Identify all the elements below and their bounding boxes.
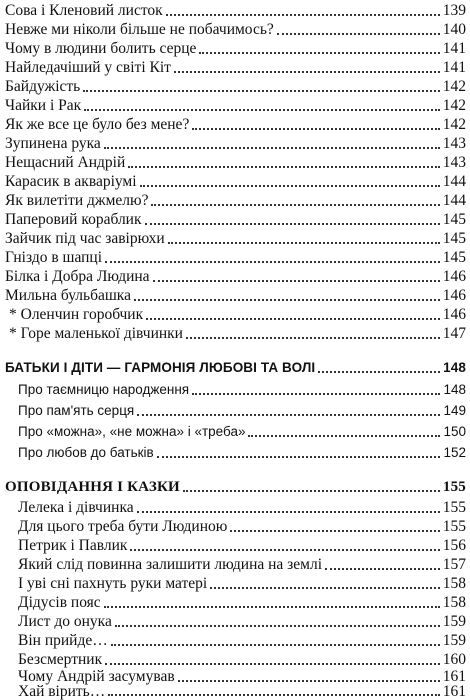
toc-entry-title: Чайки і Рак xyxy=(5,97,82,114)
toc-entry xyxy=(5,209,466,229)
toc-entry-page: 161 xyxy=(442,668,466,685)
toc-entry xyxy=(5,76,466,96)
toc-entry-title: Лелека і дівчинка xyxy=(18,499,134,516)
toc-leader-dots xyxy=(134,298,440,301)
toc-entry-title: Байдужість xyxy=(5,78,81,95)
toc-entry xyxy=(18,592,466,612)
toc-entry-title: Дідусів пояс xyxy=(18,594,101,611)
toc-entry xyxy=(18,379,466,399)
toc-entry-page: 143 xyxy=(442,154,466,171)
toc-section-page: 148 xyxy=(443,360,466,375)
toc-leader-dots xyxy=(104,146,440,149)
toc-entry-page: 142 xyxy=(442,78,466,95)
toc-leader-dots xyxy=(115,624,440,627)
toc-leader-dots xyxy=(137,510,440,513)
toc-entry-page: 159 xyxy=(442,613,466,630)
toc-leader-dots xyxy=(128,165,439,168)
toc-entry-page: 155 xyxy=(442,518,466,535)
toc-entry xyxy=(18,573,466,593)
toc-entry-page: 152 xyxy=(443,445,466,460)
toc-entry-page: 141 xyxy=(442,40,466,57)
toc-entry-title: Чому в людини болить серце xyxy=(5,40,197,57)
toc-entry xyxy=(18,682,466,700)
toc-entry-title: Чому Андрій засумував xyxy=(18,668,175,685)
toc-entry xyxy=(5,38,466,58)
toc-leader-dots xyxy=(166,13,440,16)
toc-entry-title: Як вилетіти джмелю? xyxy=(5,192,149,209)
toc-entry-page: 157 xyxy=(442,556,466,573)
toc-leader-dots xyxy=(105,260,440,263)
toc-entry-page: 148 xyxy=(443,382,466,397)
toc-entry xyxy=(9,323,466,343)
toc-leader-dots xyxy=(168,241,440,244)
toc-entry xyxy=(18,516,466,536)
toc-leader-dots xyxy=(146,317,440,320)
toc-entry-page: 147 xyxy=(442,325,466,342)
toc-entry-page: 141 xyxy=(442,59,466,76)
toc-entry xyxy=(5,190,466,210)
toc-section-title: ОПОВІДАННЯ І КАЗКИ xyxy=(5,479,180,495)
toc-entry xyxy=(18,630,466,650)
toc-section-title: БАТЬКИ І ДІТИ — ГАРМОНІЯ ЛЮБОВІ ТА ВОЛІ xyxy=(5,360,316,375)
toc-leader-dots xyxy=(318,370,440,373)
toc-entry xyxy=(5,57,466,77)
toc-entry xyxy=(18,442,466,462)
toc-entry xyxy=(5,228,466,248)
toc-entry-page: 144 xyxy=(442,192,466,209)
toc-entry-title: Про таємницю народження xyxy=(18,382,190,397)
toc-entry-page: 146 xyxy=(442,306,466,323)
toc-entry-title: Нещасний Андрій xyxy=(5,154,126,171)
toc-leader-dots xyxy=(199,51,439,54)
toc-entry-page: 146 xyxy=(442,268,466,285)
toc-entry-title: * Горе маленької дівчинки xyxy=(9,325,183,342)
toc-entry-page: 139 xyxy=(442,2,466,19)
toc-entry-page: 150 xyxy=(443,424,466,439)
toc-entry-title: * Оленчин горобчик xyxy=(9,306,144,323)
toc-leader-dots xyxy=(230,529,439,532)
toc-leader-dots xyxy=(104,605,440,608)
toc-entry-title: Гніздо в шапці xyxy=(5,249,103,266)
toc-entry xyxy=(5,95,466,115)
toc-entry-title: Зупинена рука xyxy=(5,135,101,152)
toc-entry-page: 140 xyxy=(442,21,466,38)
toc-entry-title: Для цього треба бути Людиною xyxy=(18,518,228,535)
toc-leader-dots xyxy=(108,693,439,696)
toc-entry xyxy=(18,497,466,517)
toc-entry xyxy=(5,171,466,191)
toc-entry xyxy=(5,0,466,20)
toc-entry xyxy=(5,114,466,134)
toc-leader-dots xyxy=(111,643,440,646)
toc-entry-title: Про любов до батьків xyxy=(18,445,154,460)
toc-leader-dots xyxy=(248,434,440,437)
toc-leader-dots xyxy=(140,184,440,187)
toc-entry xyxy=(18,400,466,420)
toc-section-heading xyxy=(5,357,466,377)
toc-leader-dots xyxy=(157,455,441,458)
toc-entry xyxy=(18,611,466,631)
toc-entry-title: Хай вірить… xyxy=(18,683,106,700)
toc-entry-title: Який слід повинна залишити людина на землі xyxy=(18,556,323,573)
toc-entry-title: Зайчик під час завірюхи xyxy=(5,230,165,247)
toc-leader-dots xyxy=(210,586,440,589)
toc-entry xyxy=(9,304,466,324)
toc-entry-page: 146 xyxy=(442,287,466,304)
toc-entry-title: Найледачіший у світі Кіт xyxy=(5,59,171,76)
toc-entry-page: 145 xyxy=(442,211,466,228)
toc-entry-title: Про пам'ять серця xyxy=(18,403,135,418)
toc-entry-title: Як же все це було без мене? xyxy=(5,116,190,133)
toc-entry-title: Петрик і Павлик xyxy=(18,537,128,554)
toc-entry xyxy=(18,421,466,441)
toc-leader-dots xyxy=(192,127,439,130)
toc-leader-dots xyxy=(105,662,440,665)
toc-entry-title: Безсмертник xyxy=(18,651,103,668)
toc-section-page: 155 xyxy=(442,479,466,495)
toc-entry-page: 149 xyxy=(443,403,466,418)
toc-entry-title: Карасик в акваріумі xyxy=(5,173,137,190)
toc-entry-title: Невже ми ніколи більше не побачимось? xyxy=(5,21,274,38)
toc-entry-title: Про «можна», «не можна» і «треба» xyxy=(18,424,246,439)
toc-leader-dots xyxy=(83,89,440,92)
toc-leader-dots xyxy=(192,392,440,395)
toc-entry-page: 155 xyxy=(442,499,466,516)
toc-entry-page: 144 xyxy=(442,173,466,190)
toc-entry xyxy=(5,152,466,172)
toc-leader-dots xyxy=(151,203,439,206)
toc-leader-dots xyxy=(130,548,439,551)
toc-entry xyxy=(5,19,466,39)
toc-entry-page: 145 xyxy=(442,249,466,266)
toc-leader-dots xyxy=(186,336,440,339)
toc-entry xyxy=(18,554,466,574)
toc-section-heading xyxy=(5,476,466,496)
toc-leader-dots xyxy=(137,413,440,416)
toc-entry xyxy=(5,266,466,286)
toc-leader-dots xyxy=(277,32,440,35)
toc-leader-dots xyxy=(325,567,440,570)
toc-entry-page: 158 xyxy=(442,575,466,592)
toc-entry-page: 156 xyxy=(442,537,466,554)
toc-leader-dots xyxy=(84,108,440,111)
toc-entry-page: 160 xyxy=(442,651,466,668)
toc-entry-title: Лист до онука xyxy=(18,613,112,630)
toc-entry-title: Паперовий кораблик xyxy=(5,211,142,228)
toc-entry xyxy=(5,133,466,153)
toc-entry-title: Він прийде… xyxy=(18,632,108,649)
toc-entry-page: 161 xyxy=(442,683,466,700)
toc-leader-dots xyxy=(153,279,440,282)
toc-entry-page: 145 xyxy=(442,230,466,247)
toc-leader-dots xyxy=(145,222,440,225)
toc-leader-dots xyxy=(174,70,440,73)
toc-leader-dots xyxy=(183,489,440,492)
toc-entry-title: Сова і Кленовий листок xyxy=(5,2,163,19)
toc-entry-title: Білка і Добра Людина xyxy=(5,268,150,285)
toc-entry-page: 158 xyxy=(442,594,466,611)
toc-entry xyxy=(5,285,466,305)
toc-entry-page: 143 xyxy=(442,135,466,152)
toc-entry-title: І уві сні пахнуть руки матері xyxy=(18,575,208,592)
toc-entry xyxy=(5,247,466,267)
toc-entry-page: 142 xyxy=(442,116,466,133)
toc-entry-page: 159 xyxy=(442,632,466,649)
toc-entry xyxy=(18,535,466,555)
toc-entry-page: 142 xyxy=(442,97,466,114)
toc-entry-title: Мильна бульбашка xyxy=(5,287,131,304)
